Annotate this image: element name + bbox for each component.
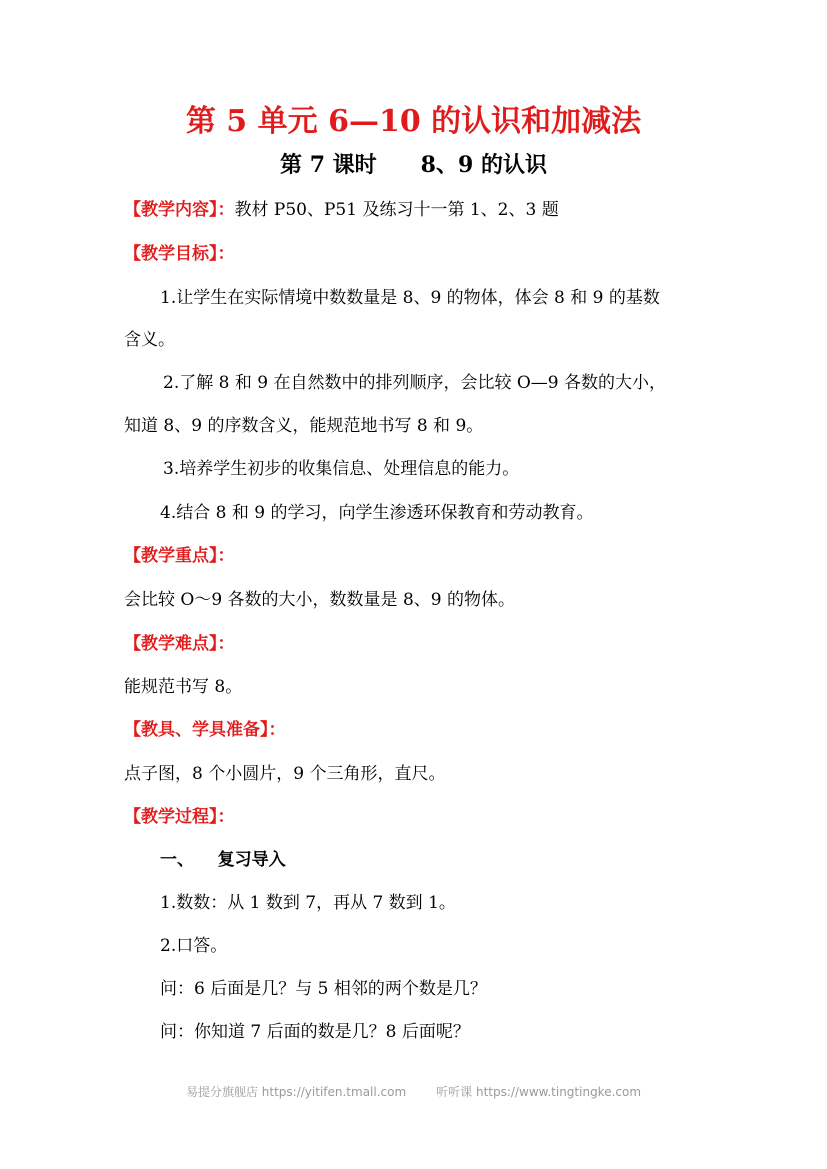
process-line: 问：你知道 7 后面的数是几？8 后面呢？ xyxy=(160,1022,470,1042)
materials-text: 点子图，8 个小圆片，9 个三角形，直尺。 xyxy=(124,764,446,784)
difficulties-heading: 【教学难点】： xyxy=(124,634,235,654)
process-line: 1.数数：从 1 数到 7，再从 7 数到 1。 xyxy=(160,893,456,913)
process-line: 2.口答。 xyxy=(160,936,228,956)
goal-item-continued: 知道 8、9 的序数含义，能规范地书写 8 和 9。 xyxy=(124,416,484,436)
goal-item: 2.了解 8 和 9 在自然数中的排列顺序，会比较 O—9 各数的大小， xyxy=(163,373,667,393)
content-heading: 【教学内容】： xyxy=(124,200,235,220)
difficulties-text: 能规范书写 8。 xyxy=(124,677,243,697)
lesson-topic: 8、9 的认识 xyxy=(420,152,547,178)
goal-item-continued: 含义。 xyxy=(124,330,175,350)
goal-item: 1.让学生在实际情境中数数量是 8、9 的物体，体会 8 和 9 的基数 xyxy=(160,288,660,308)
content-section xyxy=(124,197,559,223)
goal-item: 4.结合 8 和 9 的学习，向学生渗透环保教育和劳动教育。 xyxy=(160,503,594,523)
process-step-title: 一、 复习导入 xyxy=(160,850,286,870)
lesson-number: 第 7 课时 xyxy=(280,152,377,178)
goals-heading: 【教学目标】： xyxy=(124,244,235,264)
page-title: 第 5 单元 6—10 的认识和加减法 xyxy=(185,104,642,139)
key-points-heading: 【教学重点】： xyxy=(124,546,235,566)
lesson-subtitle xyxy=(0,148,827,182)
footer-left: 易提分旗舰店 https://yitifen.tmall.com xyxy=(185,1085,407,1099)
process-line: 问：6 后面是几？与 5 相邻的两个数是几？ xyxy=(160,979,487,999)
goal-item: 3.培养学生初步的收集信息、处理信息的能力。 xyxy=(163,459,520,479)
key-points-text: 会比较 O～9 各数的大小，数数量是 8、9 的物体。 xyxy=(124,590,515,610)
content-text: 教材 P50、P51 及练习十一第 1、2、3 题 xyxy=(234,200,559,220)
footer-watermark xyxy=(0,1083,827,1101)
materials-heading: 【教具、学具准备】： xyxy=(124,720,286,740)
process-heading: 【教学过程】： xyxy=(124,807,235,827)
footer-right: 听听课 https://www.tingtingke.com xyxy=(436,1085,642,1099)
